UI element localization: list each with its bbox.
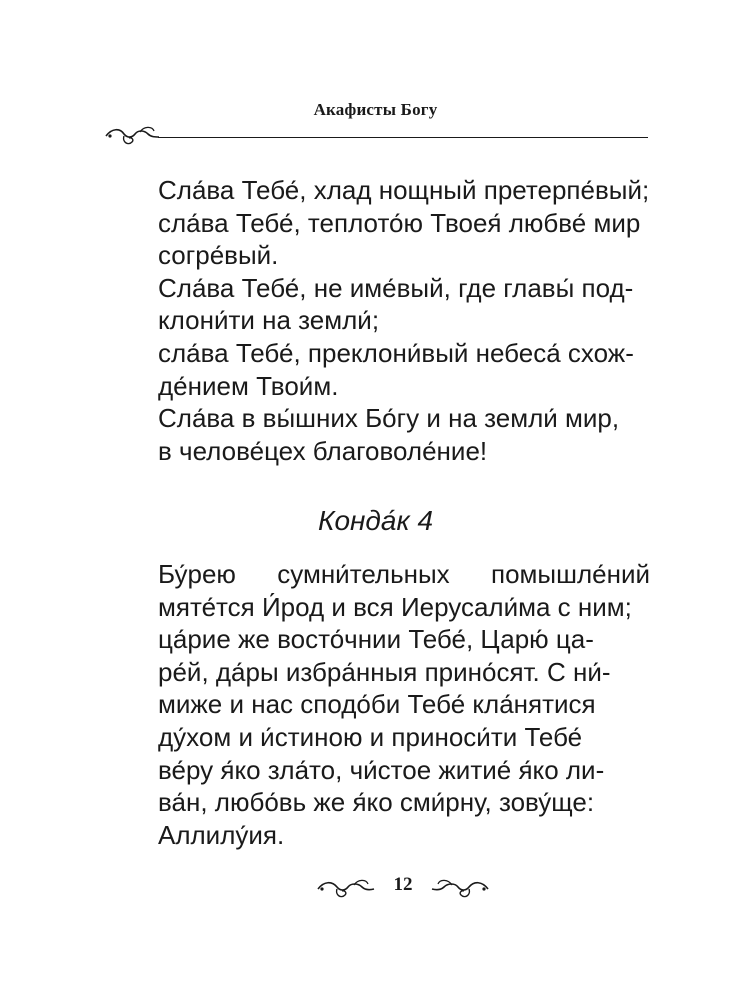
flourish-ornament-icon (316, 876, 376, 902)
text-line: ве́ру я́ко зла́то, чи́стое житие́ я́ко ли- (158, 754, 605, 785)
text-line: де́нием Твои́м. (158, 370, 339, 401)
section-heading: Конда́к 4 (317, 505, 434, 536)
page-number: 12 (393, 874, 413, 895)
text-line: сла́ва Тебе́, теплото́ю Твоея́ любве́ мир (158, 207, 641, 238)
text-line: клони́ти на земли́; (158, 305, 380, 336)
text-line: Сла́ва Тебе́, хлад нощный претерпе́вый; (158, 175, 650, 205)
running-head-title: Акафисты Богу (313, 100, 438, 119)
text-line: согре́вый. (158, 240, 279, 271)
text-line: Сла́ва в вы́шних Бо́гу и на земли́ мир, (158, 403, 620, 434)
text-line: ду́хом и и́стиною и приноси́ти Тебе́ (158, 721, 583, 752)
text-line: сла́ва Тебе́, преклони́вый небеса́ схож- (158, 337, 634, 368)
flourish-ornament-icon (430, 876, 490, 902)
stanza-text (158, 174, 650, 467)
text-line: ва́н, любо́вь же я́ко сми́рну, зову́ще: (158, 787, 595, 818)
text-line: миже и нас сподо́би Тебе́ кла́нятися (158, 689, 596, 720)
text-line: ца́рие же восто́чнии Тебе́, Царю́ ца- (158, 624, 594, 655)
text-line: мяте́тся И́род и вся Иерусали́ма с ним; (158, 591, 632, 622)
text-line: в челове́цех благоволе́ние! (158, 435, 488, 466)
text-line: Сла́ва Тебе́, не име́вый, где главы́ под- (158, 272, 634, 303)
page-footer (0, 872, 751, 912)
section-body-text (158, 558, 650, 851)
text-line: ре́й, да́ры избра́нныя прино́сят. С ни́- (158, 656, 611, 687)
flourish-ornament-icon (104, 124, 160, 148)
text-line: Бу́рею сумни́тельных помышле́ний (158, 559, 650, 589)
text-line: Аллилу́ия. (158, 819, 285, 850)
header-rule (158, 137, 648, 138)
